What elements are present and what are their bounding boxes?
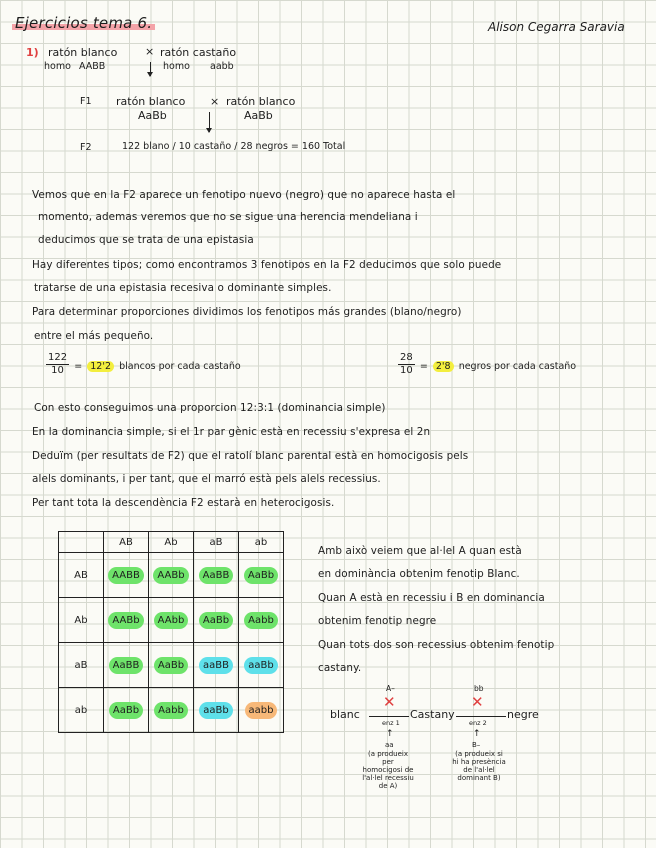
ratio-denominator: 10 — [400, 365, 413, 376]
punnett-row — [59, 553, 284, 598]
f1-left-phenotype: ratón blanco — [116, 95, 186, 108]
gene2-below: B– — [472, 741, 481, 749]
paragraph-line: Vemos que en la F2 aparece un fenotipo nuevo (negro) que no aparece hasta el — [32, 189, 456, 201]
punnett-cell: Aabb — [244, 612, 278, 629]
paragraph-line: Con esto conseguimos una proporcion 12:3:1 (dominancia simple) — [34, 402, 386, 414]
punnett-cell: AABB — [108, 567, 144, 584]
punnett-cell: aaBB — [199, 657, 233, 674]
cross-icon: ✕ — [383, 693, 396, 711]
paragraph-line: alels dominants, i per tant, que el marró està pels alels recessius. — [32, 473, 381, 485]
punnett-col-header: AB — [104, 532, 149, 553]
gene1-note: (a produeix per homocigosi de l'al·lel recessiu de A) — [362, 750, 414, 790]
pathway-brown: Castany — [410, 708, 455, 721]
arrow-down-icon — [209, 112, 210, 132]
parent-brown-homo-label: homo — [163, 61, 190, 72]
page-title: Ejercicios tema 6. — [12, 14, 155, 32]
pathway-black: negre — [507, 708, 539, 721]
side-note-line: Amb això veiem que al·lel A quan està — [318, 545, 522, 557]
parent-white-homo-label: homo — [44, 61, 71, 72]
up-arrow-icon: ↑ — [386, 729, 394, 739]
punnett-row-header: aB — [59, 643, 104, 688]
cross-symbol: × — [145, 45, 155, 58]
punnett-row — [59, 688, 284, 733]
punnett-cell: AaBB — [109, 657, 144, 674]
f1-cross-symbol: × — [210, 95, 220, 108]
punnett-cell: AaBB — [199, 567, 234, 584]
ratio-description: blancos por cada castaño — [119, 361, 241, 372]
pathway-arrow-1 — [369, 716, 409, 717]
ratio-value: 2'8 — [433, 361, 454, 372]
parent-white-genotype: AABB — [79, 61, 106, 72]
punnett-cell: AaBb — [154, 657, 188, 674]
ratio-value: 12'2 — [87, 361, 114, 372]
parent-white: ratón blanco — [48, 46, 118, 59]
punnett-col-header: aB — [194, 532, 239, 553]
paragraph-line: Per tant tota la descendència F2 estarà en heterocigosis. — [32, 497, 335, 509]
exercise-number: 1) — [26, 46, 39, 59]
pathway-arrow-2 — [456, 716, 506, 717]
punnett-row — [59, 643, 284, 688]
punnett-cell: AaBb — [244, 567, 278, 584]
ratio-black — [398, 352, 576, 377]
punnett-row — [59, 598, 284, 643]
gene1-top-label: A– — [386, 684, 395, 693]
ratio-fraction — [46, 352, 69, 377]
ratio-description: negros por cada castaño — [458, 361, 577, 372]
gene1-enzyme: enz 1 — [382, 719, 400, 727]
ratio-denominator: 10 — [51, 365, 64, 376]
arrow-down-icon — [150, 62, 151, 76]
f2-result: 122 blano / 10 castaño / 28 negros = 160 Total — [122, 141, 346, 152]
parent-brown-genotype: aabb — [210, 61, 234, 72]
side-note-line: Quan A està en recessiu i B en dominancia — [318, 592, 545, 604]
punnett-row-header: AB — [59, 553, 104, 598]
pathway-white: blanc — [330, 708, 360, 721]
paragraph-line: tratarse de una epistasia recesiva o dominante simples. — [34, 282, 332, 294]
punnett-cell: aabb — [245, 702, 278, 719]
side-note-line: castany. — [318, 662, 362, 674]
punnett-cell: AaBb — [109, 702, 143, 719]
punnett-cell: AAbb — [154, 612, 189, 629]
ratio-fraction — [398, 352, 415, 377]
gene1-below: aa — [385, 741, 394, 749]
punnett-cell: AABb — [153, 567, 188, 584]
paragraph-line: Hay diferentes tipos; como encontramos 3 fenotipos en la F2 deducimos que solo puede — [32, 259, 502, 271]
equals-sign: = — [74, 361, 83, 372]
punnett-col-header: ab — [239, 532, 284, 553]
f2-label: F2 — [80, 142, 92, 153]
equals-sign: = — [419, 361, 428, 372]
ratio-white — [46, 352, 241, 377]
punnett-cell: AABb — [108, 612, 143, 629]
punnett-corner — [59, 532, 104, 553]
side-note-line: en dominància obtenim fenotip Blanc. — [318, 568, 520, 580]
paragraph-line: momento, ademas veremos que no se sigue una herencia mendeliana i — [38, 211, 418, 223]
f1-right-genotype: AaBb — [244, 109, 273, 122]
side-note-line: Quan tots dos son recessius obtenim fenotip — [318, 639, 555, 651]
punnett-cell: Aabb — [154, 702, 188, 719]
parent-brown: ratón castaño — [160, 46, 237, 59]
gene2-top-label: bb — [474, 684, 484, 693]
cross-icon: ✕ — [471, 693, 484, 711]
up-arrow-icon: ↑ — [473, 729, 481, 739]
ratio-numerator: 122 — [48, 352, 68, 363]
paragraph-line: En la dominancia simple, si el 1r par gènic està en recessiu s'expresa el 2n — [32, 426, 431, 438]
paragraph-line: Para determinar proporciones dividimos los fenotipos más grandes (blano/negro) — [32, 306, 462, 318]
punnett-row-header: ab — [59, 688, 104, 733]
punnett-cell: aaBb — [244, 657, 277, 674]
gene2-enzyme: enz 2 — [469, 719, 487, 727]
paragraph-line: Deduïm (per resultats de F2) que el ratolí blanc parental està en homocigosis pels — [32, 450, 469, 462]
f1-left-genotype: AaBb — [138, 109, 167, 122]
punnett-header-row — [59, 532, 284, 553]
f1-label: F1 — [80, 96, 92, 107]
gene2-note: (a produeix si hi ha presència de l'al·lel dominant B) — [452, 750, 506, 782]
punnett-cell: aaBb — [199, 702, 232, 719]
author-name: Alison Cegarra Saravia — [488, 20, 625, 34]
side-note-line: obtenim fenotip negre — [318, 615, 437, 627]
ratio-numerator: 28 — [400, 352, 413, 363]
f1-right-phenotype: ratón blanco — [226, 95, 296, 108]
punnett-cell: AaBb — [199, 612, 233, 629]
punnett-row-header: Ab — [59, 598, 104, 643]
punnett-square — [58, 531, 284, 733]
punnett-col-header: Ab — [149, 532, 194, 553]
paragraph-line: entre el más pequeño. — [34, 330, 154, 342]
paragraph-line: deducimos que se trata de una epistasia — [38, 234, 254, 246]
